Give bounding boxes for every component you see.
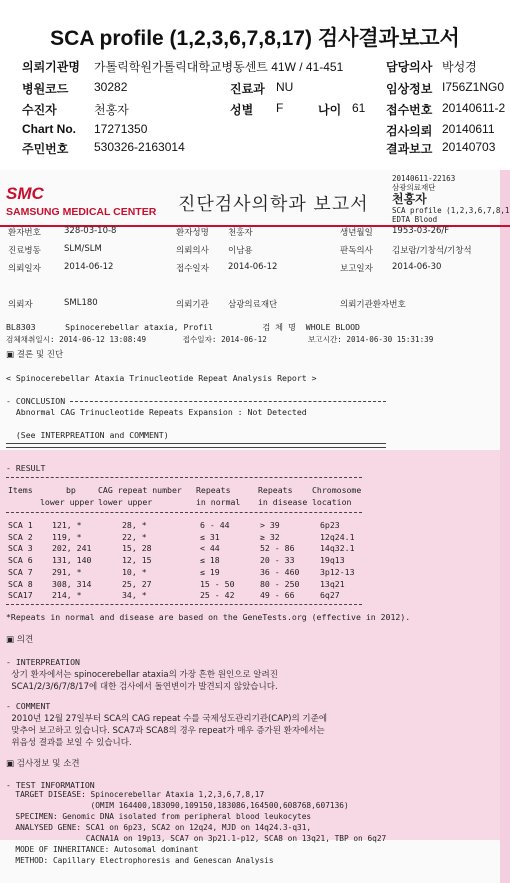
table-header-cell: in disease xyxy=(258,497,308,507)
specimen-label: 20140611-22163 삼광의료재단 천홍자 SCA profile (1,2,3,6,7,8,1 EDTA Blood xyxy=(392,174,510,224)
section-info-heading: ▣ 검사정보 및 소견 xyxy=(6,759,80,769)
result-label: - RESULT xyxy=(6,463,46,473)
table-cell: SCA 6 xyxy=(8,555,33,566)
table-header-cell: lower upper xyxy=(98,497,153,507)
comment-text: 맞추어 보고하고 있습니다. SCA7과 SCA8의 경우 repeat가 매우 증가된 환자에서는 xyxy=(6,726,325,736)
table-cell: 12q24.1 xyxy=(320,531,355,542)
see-note: (See INTERPREATION and COMMENT) xyxy=(6,430,169,440)
analysis-title: < Spinocerebellar Ataxia Trinucleotide Repeat Analysis Report > xyxy=(6,373,317,383)
highlight-strip xyxy=(500,170,510,883)
table-header-cell: Repeats xyxy=(258,485,293,495)
table-header-cell: location xyxy=(312,497,352,507)
hospital-logo-mark: SMC xyxy=(6,184,44,203)
table-cell: 131, 140 xyxy=(52,555,92,566)
table-cell: 52 - 86 xyxy=(260,543,295,554)
interpretation-label: - INTERPREATION xyxy=(6,657,80,667)
table-cell: SCA 3 xyxy=(8,543,33,554)
test-info-line: MODE OF INHERITANCE: Autosomal dominant xyxy=(6,845,199,854)
comment-label: - COMMENT xyxy=(6,701,51,711)
table-cell: 6p23 xyxy=(320,520,340,530)
table-cell: SCA 2 xyxy=(8,531,33,542)
table-cell: 202, 241 xyxy=(52,543,92,554)
table-header-cell: Chromosome xyxy=(312,485,362,495)
test-info-line: ANALYSED GENE: SCA1 on 6p23, SCA2 on 12q24, MJD on 14q24.3-q31, xyxy=(6,823,312,832)
hospital-logo-name: SAMSUNG MEDICAL CENTER xyxy=(6,206,157,218)
table-cell: ≤ 18 xyxy=(200,555,220,566)
table-header-cell: Items xyxy=(8,485,33,495)
table-cell: SCA17 xyxy=(8,590,33,601)
table-cell: 25 - 42 xyxy=(200,590,235,601)
table-cell: SCA 1 xyxy=(8,520,33,530)
interpretation-text: 상기 환자에서는 spinocerebellar ataxia의 가장 흔한 원인으로 알려진 xyxy=(6,670,278,680)
test-info-line: CACNA1A on 19p13, SCA7 on 3p21.1-p12, SCA8 on 13q21, TBP on 6q27 xyxy=(6,834,387,843)
section-conclusion-heading: ▣ 결론 및 진단 xyxy=(6,350,64,360)
test-info-line: TARGET DISEASE: Spinocerebellar Ataxia 1,2,3,6,7,8,17 xyxy=(6,790,265,799)
table-cell: 214, * xyxy=(52,590,82,601)
comment-text: 2010년 12월 27일부터 SCA의 CAG repeat 수를 국제성도관리기관(CAP)의 기준에 xyxy=(6,714,328,724)
table-header-cell: bp xyxy=(66,485,76,495)
table-cell: ≥ 32 xyxy=(260,531,280,542)
table-cell: 15 - 50 xyxy=(200,578,235,589)
comment-text: 위음성 결과를 보일 수 있습니다. xyxy=(6,738,132,748)
test-info-line: SPECIMEN: Genomic DNA isolated from peripheral blood leukocytes xyxy=(6,812,312,821)
table-cell: 15, 28 xyxy=(122,543,152,554)
table-cell: 25, 27 xyxy=(122,578,152,589)
table-cell: 3p12-13 xyxy=(320,566,355,577)
table-cell: 28, * xyxy=(122,520,147,530)
section-opinion-heading: ▣ 의견 xyxy=(6,635,34,645)
table-cell: 20 - 33 xyxy=(260,555,295,566)
test-info-line: (OMIM 164400,183090,109150,183086,164500,608768,607136) xyxy=(6,801,349,810)
interpretation-text: SCA1/2/3/6/7/8/17에 대한 검사에서 돌연변이가 발견되지 않았습니다. xyxy=(6,682,278,692)
table-cell: 308, 314 xyxy=(52,578,92,589)
table-cell: ≤ 19 xyxy=(200,566,220,577)
table-cell: SCA 8 xyxy=(8,578,33,589)
table-cell: 6q27 xyxy=(320,590,340,601)
page-title: SCA profile (1,2,3,6,7,8,17) 검사결과보고서 xyxy=(50,27,460,50)
table-cell: 6 - 44 xyxy=(200,520,230,530)
table-header-cell: Repeats xyxy=(196,485,231,495)
table-footnote: *Repeats in normal and disease are based on the GeneTests.org (effective in 2012). xyxy=(6,612,411,622)
table-cell: 80 - 250 xyxy=(260,578,300,589)
table-header-cell: lower upper xyxy=(40,497,95,507)
table-cell: 49 - 66 xyxy=(260,590,295,601)
table-cell: 10, * xyxy=(122,566,147,577)
table-cell: 13q21 xyxy=(320,578,345,589)
report-title: 진단검사의학과 보고서 xyxy=(178,194,369,215)
table-header-cell: CAG repeat number xyxy=(98,485,182,495)
table-header-cell: in normal xyxy=(196,497,241,507)
table-cell: < 44 xyxy=(200,543,220,554)
table-cell: 34, * xyxy=(122,590,147,601)
test-info-label: - TEST INFORMATION xyxy=(6,780,95,790)
table-cell: > 39 xyxy=(260,520,280,530)
table-cell: 19q13 xyxy=(320,555,345,566)
scanned-report: SMC SAMSUNG MEDICAL CENTER 진단검사의학과 보고서 20140611-22163 삼광의료재단 천홍자 SCA profile (1,2,3,6,7,8,1 EDTA Blood 환자번호 328-03-10-8 환자성명 천홍자 생년월일 1953-03-26/F 진료병동 SLM/SLM 의뢰의사 이남용 판독의사 김보람/기창석/기창석 의뢰일자 2014-06-12 접수일자 2014-06-12 보고일자 2014-06-30 의뢰자 SML180 의뢰기관 삼광의료재단 의뢰기관환자번호 BL8303 Spinocerebellar ataxia, Profil 검 체 명 WHOLE BLOOD 검체채취일시: 2014-06-12 13:08:49 접수일자: 2014-06-12 보고시간: 2014-06-30 15:31:39 ▣ 결론 및 진단 < Spinocerebellar Ataxia Trinucleotide Repeat Analysis Report > - CONCLUSION Abnormal CAG Trinucleotide Repeats Expansion : Not Detected (See INTERPREATION and COMMENT) - RESULT Items bp CAG repeat number Repeats Repeats Chromosome lower upper lower upper in normal in disease location SCA 1 121, * 28, * 6 - 44 > 39 6p23 SCA 2 119, * 22, * ≤ 31 ≥ 32 12q24.1 SCA 3 202, 241 15, 28 < 44 52 - 86 14q32.1 SCA 6 131, 140 12, 15 ≤ 18 20 - 33 19q13 SCA 7 291, * 10, * ≤ 19 36 - 460 3p12-13 SCA 8 308, 314 25, 27 15 - 50 80 - 250 13q21 SCA17 214, * 34, * 25 - 42 49 - 66 6q27 *Repeats in normal and disease are based on the GeneTests.org (effective in 2012). ▣ 의견 - INTERPREATION 상기 환자에서는 spinocerebellar ataxia의 가장 흔한 원인으로 알려진 SCA1/2/3/6/7/8/17에 대한 검사에서 돌연변이가 발견되지 않았습니다. - COMMENT 2010년 12월 27일부터 SCA의 CAG repeat 수를 국제성도관리기관(CAP)의 기준에 맞추어 보고하고 있습니다. SCA7과 SCA8의 경우 repeat가 매우 증가된 환자에서는 위음성 결과를 보일 수 있습니다. ▣ 검사정보 및 소견 - TEST INFORMATION TARGET DISEASE: Spinocerebellar Ataxia 1,2,3,6,7,8,17 (OMIM 164400,183090,109150,183086,164500,608768,607136) SPECIMEN: Genomic DNA isolated from peripheral blood leukocytes ANALYSED GENE: SCA1 on 6p23, SCA2 on 12q24, MJD on 14q24.3-q31, CACNA1A on 19p13, SCA7 on 3p21.1-p12, SCA8 on 13q21, TBP on 6q27 MODE OF INHERITANCE: Autosomal dominant METHOD: Capillary Electrophoresis and Genescan Analysis xyxy=(0,170,510,883)
table-cell: 121, * xyxy=(52,520,82,530)
conclusion-text: Abnormal CAG Trinucleotide Repeats Expansion : Not Detected xyxy=(6,407,307,417)
table-cell: 36 - 460 xyxy=(260,566,300,577)
table-cell: 291, * xyxy=(52,566,82,577)
test-code-line: BL8303 Spinocerebellar ataxia, Profil 검 체 명 WHOLE BLOOD xyxy=(6,322,360,332)
test-info-line: METHOD: Capillary Electrophoresis and Genescan Analysis xyxy=(6,856,274,865)
conclusion-label: - CONCLUSION xyxy=(6,396,66,406)
specimen-time-line: 검체채취일시: 2014-06-12 13:08:49 접수일자: 2014-06-12 보고시간: 2014-06-30 15:31:39 xyxy=(6,335,434,344)
table-cell: 12, 15 xyxy=(122,555,152,566)
table-cell: 22, * xyxy=(122,531,147,542)
table-cell: 14q32.1 xyxy=(320,543,355,554)
table-cell: ≤ 31 xyxy=(200,531,220,542)
report-header: SCA profile (1,2,3,6,7,8,17) 검사결과보고서 의뢰기관명 가톨릭학원가톨릭대학교병동센트 41W / 41-451 병원코드 30282 수진자 천홍자 Chart No. 17271350 주민번호 530326-2163014 진료과 NU 성별 F 나이 61 담당의사 박성경 임상정보 I756Z1NG0 접수번호 20140611-2 검사의뢰 20140611 결과보고 20140703 xyxy=(0,0,510,160)
table-cell: SCA 7 xyxy=(8,566,33,577)
table-cell: 119, * xyxy=(52,531,82,542)
